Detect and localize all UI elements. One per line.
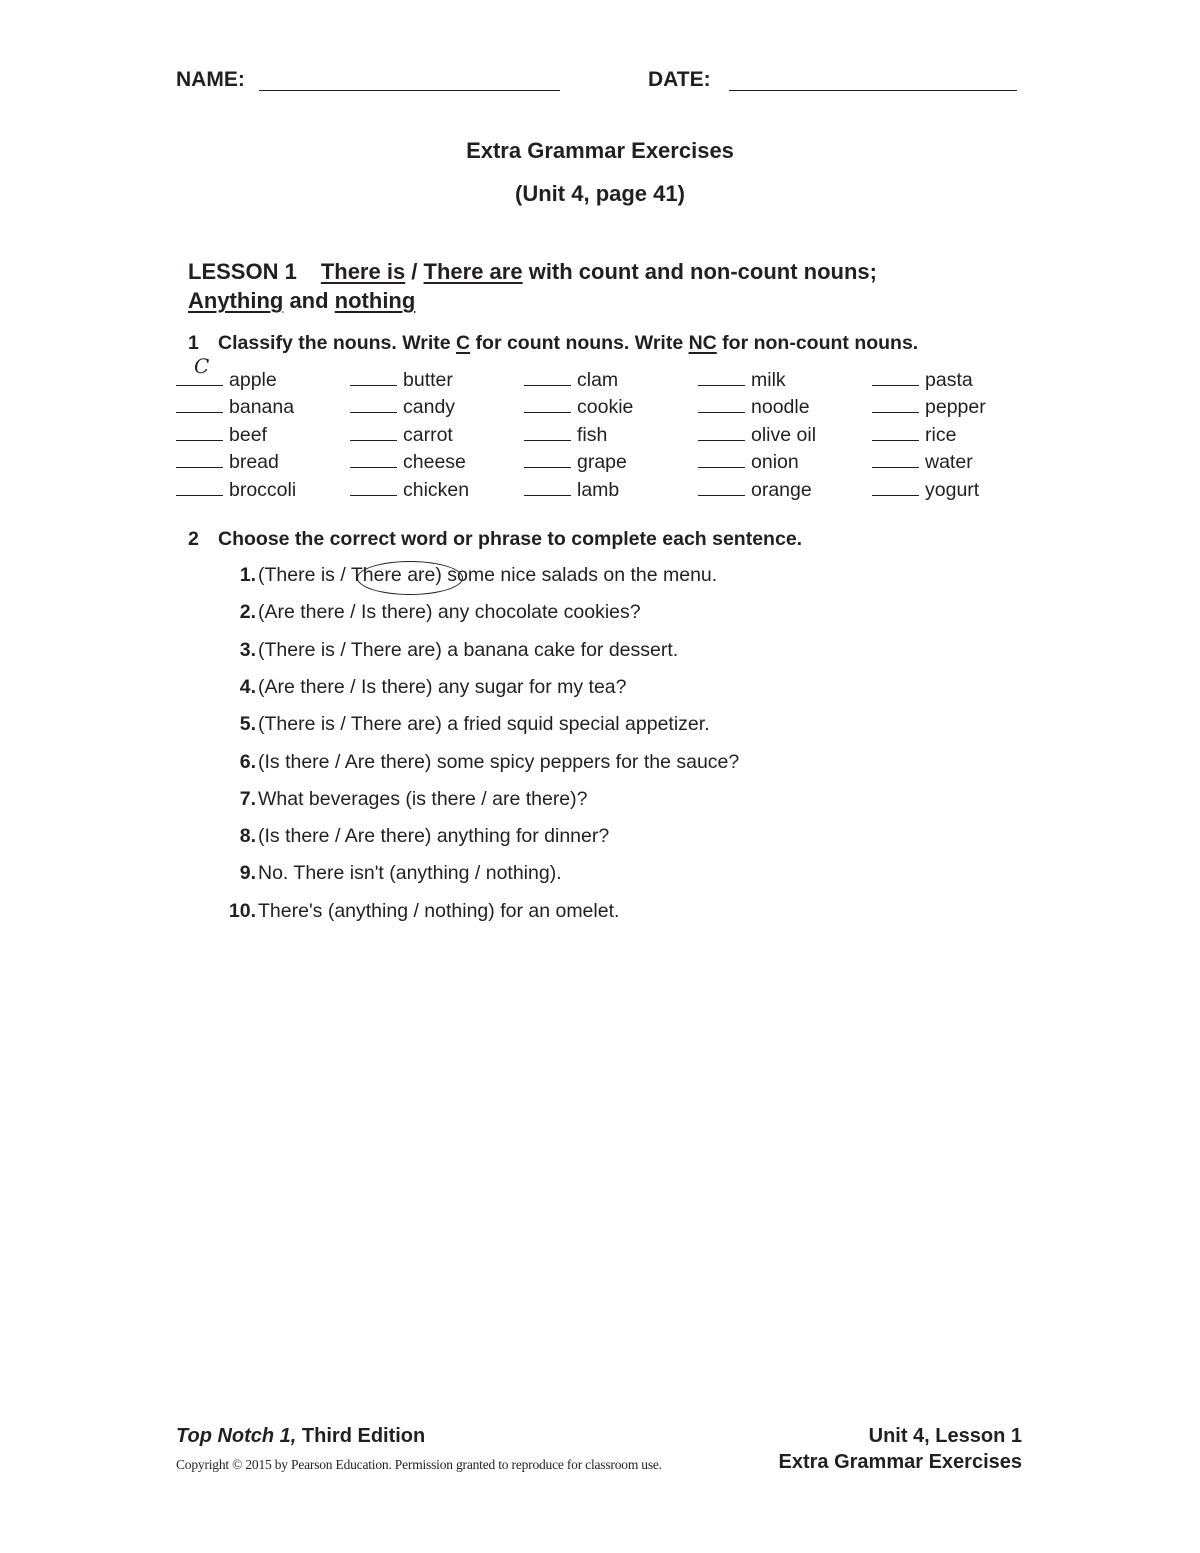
count-code: C xyxy=(456,332,471,354)
sentence-number: 9. xyxy=(239,862,256,885)
answer-blank[interactable] xyxy=(872,450,919,468)
footer-section: Extra Grammar Exercises xyxy=(778,1451,1022,1473)
exercise-1-number: 1 xyxy=(188,332,199,354)
noun-item xyxy=(698,395,810,419)
noun-item xyxy=(872,478,979,502)
noun-word: lamb xyxy=(577,479,620,501)
book-edition: Third Edition xyxy=(296,1425,426,1447)
book-title: Top Notch 1, xyxy=(176,1425,297,1447)
and-word: and xyxy=(283,288,335,313)
answer-blank[interactable] xyxy=(872,478,919,496)
noun-word: pasta xyxy=(925,369,973,391)
noun-word: orange xyxy=(751,479,812,501)
sentence-text: (There is / There are) a banana cake for dessert. xyxy=(258,638,679,661)
noun-word: yogurt xyxy=(925,479,980,501)
sentence-text: What beverages (is there / are there)? xyxy=(258,787,588,810)
sentence-text: (Is there / Are there) some spicy peppers for the sauce? xyxy=(258,750,740,773)
noun-word: chicken xyxy=(403,479,470,501)
noun-item xyxy=(524,478,619,502)
noncount-code: NC xyxy=(688,332,717,354)
noun-item xyxy=(176,423,267,447)
exercise-1-instruction xyxy=(188,332,918,355)
slash: / xyxy=(405,259,424,284)
sentence-number: 1. xyxy=(239,564,256,586)
sentence-number: 8. xyxy=(239,825,256,848)
page-subtitle: (Unit 4, page 41) xyxy=(515,181,685,206)
noun-word: grape xyxy=(577,451,627,473)
noun-item xyxy=(350,423,453,447)
sentence-number: 6. xyxy=(239,750,256,773)
noun-item xyxy=(872,423,956,447)
answer-blank[interactable] xyxy=(350,423,397,441)
sentence-item xyxy=(210,639,678,662)
sentence-item xyxy=(210,564,717,587)
answer-blank[interactable] xyxy=(524,423,571,441)
noun-item xyxy=(176,478,296,502)
answer-blank[interactable] xyxy=(524,478,571,496)
answer-blank[interactable] xyxy=(698,478,745,496)
answer-blank[interactable] xyxy=(698,450,745,468)
answer-blank[interactable] xyxy=(350,478,397,496)
noun-item xyxy=(350,395,455,419)
sentence-number: 5. xyxy=(239,713,256,736)
noun-item xyxy=(350,368,453,392)
answer-blank[interactable] xyxy=(698,423,745,441)
noun-item xyxy=(524,395,633,419)
noun-word: cheese xyxy=(403,451,466,473)
sentence-text: (Is there / Are there) anything for dinner? xyxy=(258,825,610,848)
answer-blank[interactable] xyxy=(176,354,223,386)
answer-blank[interactable] xyxy=(872,368,919,386)
noun-word: water xyxy=(925,451,973,473)
answer-circle-mark xyxy=(357,561,463,595)
answer-blank[interactable] xyxy=(872,395,919,413)
noun-word: milk xyxy=(751,369,786,391)
nothing-term: nothing xyxy=(334,288,416,313)
handwritten-answer: C xyxy=(194,354,210,378)
noun-item xyxy=(176,354,277,392)
lesson-rest: with count and non-count nouns; xyxy=(522,259,877,284)
noun-item xyxy=(176,450,279,474)
sentence-item xyxy=(210,676,627,699)
lesson-label: LESSON 1 xyxy=(188,259,297,284)
noun-item xyxy=(350,450,466,474)
sentence-item xyxy=(210,751,739,774)
exercise-2-instruction xyxy=(188,528,802,551)
noun-item xyxy=(524,423,607,447)
noun-word: olive oil xyxy=(751,424,817,446)
sentence-item xyxy=(210,713,710,736)
copyright-notice: Copyright © 2015 by Pearson Education. Permission granted to reproduce for classroom use. xyxy=(176,1457,662,1472)
name-label: NAME: xyxy=(176,68,245,91)
noun-word: butter xyxy=(403,369,453,391)
anything-term: Anything xyxy=(188,288,284,313)
instruction-text: for count nouns. Write xyxy=(470,332,689,354)
noun-word: clam xyxy=(577,369,619,391)
sentence-item xyxy=(210,825,609,848)
noun-item xyxy=(524,450,627,474)
there-is-term: There is xyxy=(320,259,406,284)
sentence-item xyxy=(210,900,619,923)
book-credit xyxy=(176,1425,425,1448)
sentence-text: (There is / There are) some nice salads on the menu. xyxy=(258,564,718,586)
noun-item xyxy=(524,368,618,392)
answer-blank[interactable] xyxy=(524,368,571,386)
answer-blank[interactable] xyxy=(524,450,571,468)
sentence-text: (Are there / Is there) any chocolate cookies? xyxy=(258,601,641,624)
page-title: Extra Grammar Exercises xyxy=(466,138,734,163)
noun-word: noodle xyxy=(751,396,810,418)
unit-lesson: Unit 4, Lesson 1 xyxy=(868,1425,1022,1447)
sentence-text: There's (anything / nothing) for an omelet. xyxy=(258,899,620,922)
date-label: DATE: xyxy=(648,68,711,91)
noun-item xyxy=(698,450,799,474)
noun-item xyxy=(698,478,812,502)
date-field[interactable] xyxy=(729,90,1017,91)
answer-blank[interactable] xyxy=(350,395,397,413)
sentence-item xyxy=(210,862,562,885)
answer-blank[interactable] xyxy=(698,395,745,413)
sentence-number: 10. xyxy=(228,899,256,922)
noun-word: broccoli xyxy=(229,479,297,501)
answer-blank[interactable] xyxy=(872,423,919,441)
sentence-text: (There is / There are) a fried squid special appetizer. xyxy=(258,713,710,736)
sentence-text: No. There isn't (anything / nothing). xyxy=(258,862,562,885)
exercise-2-number: 2 xyxy=(188,528,199,550)
noun-word: carrot xyxy=(403,424,453,446)
noun-item xyxy=(872,450,973,474)
instruction-text: Classify the nouns. Write xyxy=(218,332,457,354)
sentence-number: 7. xyxy=(239,787,256,810)
instruction-text: for non-count nouns. xyxy=(716,332,919,354)
noun-item xyxy=(698,368,786,392)
instruction-text: Choose the correct word or phrase to complete each sentence. xyxy=(218,528,803,550)
sentence-item xyxy=(210,601,641,624)
answer-blank[interactable] xyxy=(176,450,223,468)
noun-item xyxy=(872,395,986,419)
sentence-text: (Are there / Is there) any sugar for my tea? xyxy=(258,675,627,698)
noun-word: beef xyxy=(229,424,267,446)
answer-blank[interactable] xyxy=(350,368,397,386)
sentence-number: 3. xyxy=(239,638,256,661)
answer-blank[interactable] xyxy=(176,423,223,441)
noun-word: bread xyxy=(229,451,279,473)
answer-blank[interactable] xyxy=(176,395,223,413)
noun-word: cookie xyxy=(577,396,634,418)
noun-word: onion xyxy=(751,451,799,473)
sentence-number: 2. xyxy=(239,601,256,624)
there-are-term: There are xyxy=(423,259,523,284)
sentence-number: 4. xyxy=(239,675,256,698)
sentence-item xyxy=(210,788,588,811)
answer-blank[interactable] xyxy=(524,395,571,413)
answer-blank[interactable] xyxy=(698,368,745,386)
noun-word: banana xyxy=(229,396,295,418)
noun-word: rice xyxy=(925,424,957,446)
noun-item xyxy=(350,478,469,502)
noun-word: candy xyxy=(403,396,456,418)
lesson-heading xyxy=(188,257,877,315)
noun-word: apple xyxy=(229,369,277,391)
noun-word: fish xyxy=(577,424,608,446)
noun-item xyxy=(872,368,973,392)
noun-item xyxy=(176,395,294,419)
answer-blank[interactable] xyxy=(350,450,397,468)
noun-item xyxy=(698,423,816,447)
answer-blank[interactable] xyxy=(176,478,223,496)
name-field[interactable] xyxy=(259,90,560,91)
noun-word: pepper xyxy=(925,396,986,418)
